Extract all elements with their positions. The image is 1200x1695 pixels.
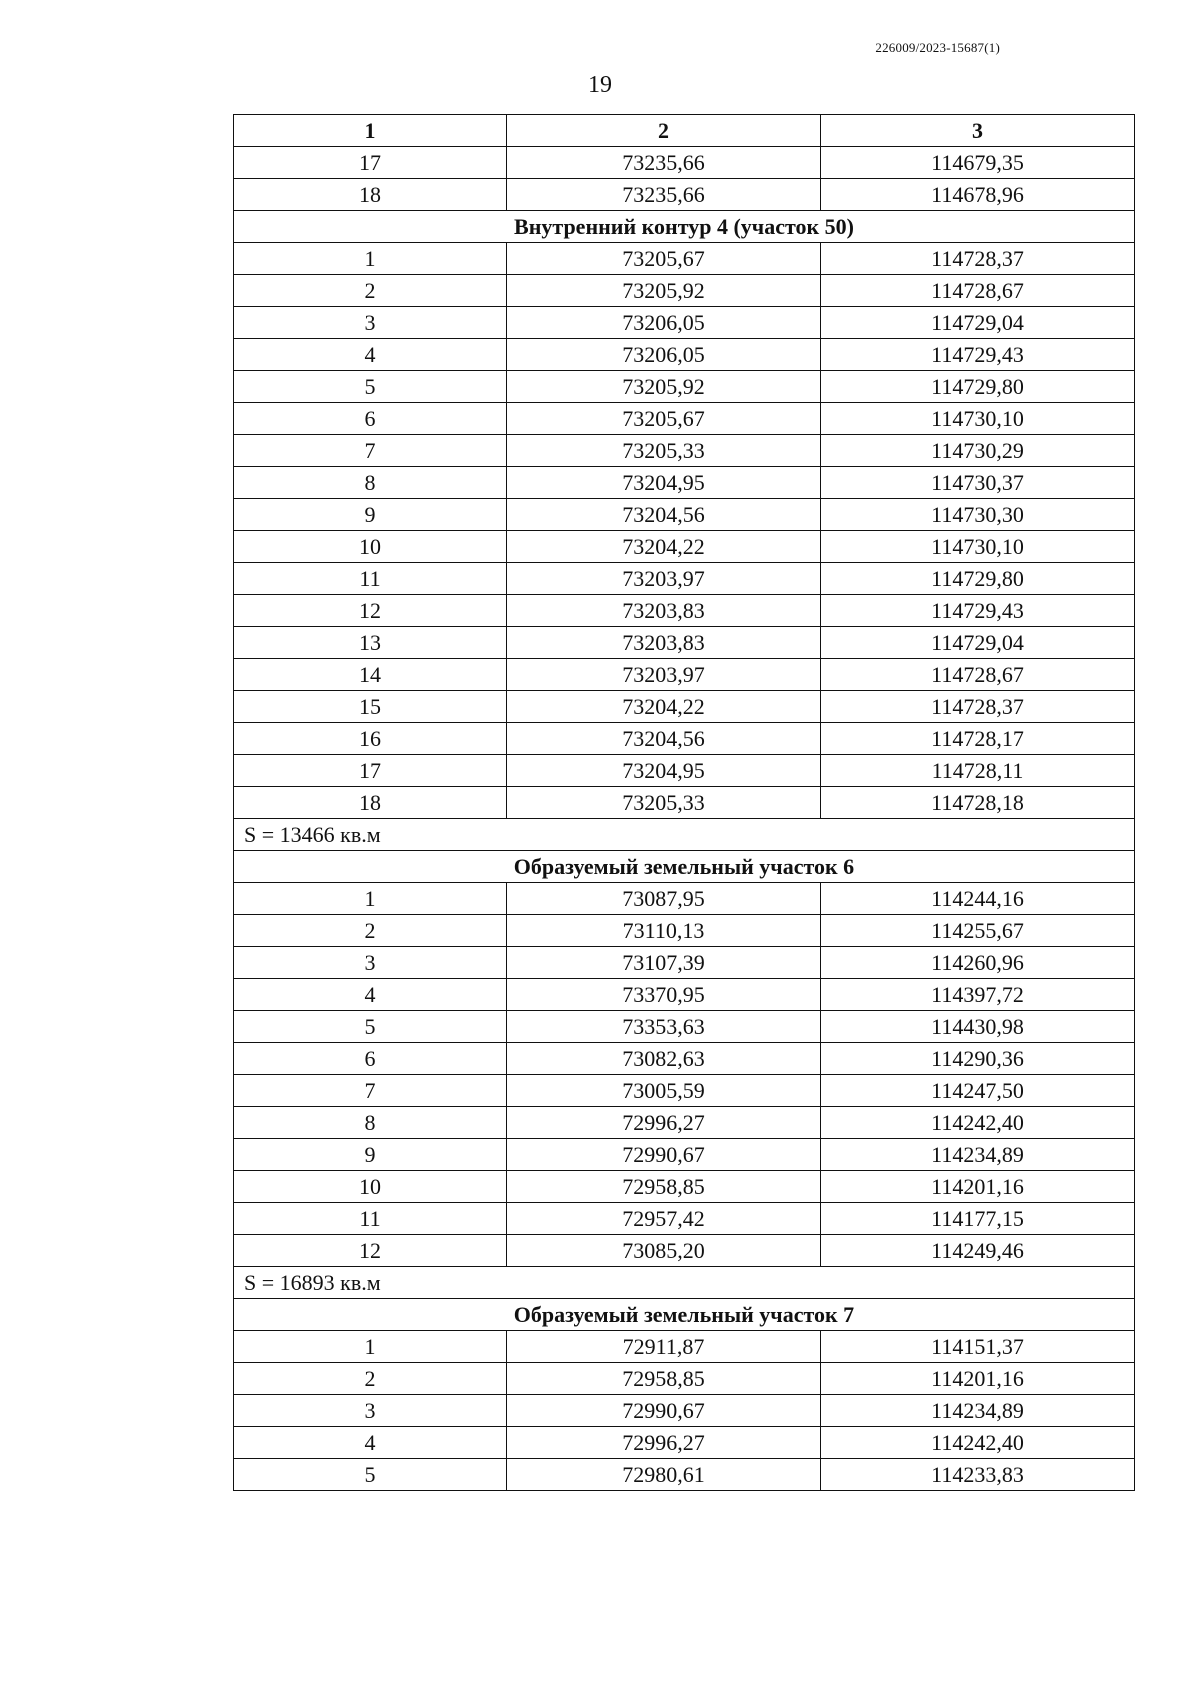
table-row [234,1363,1135,1395]
table-row [234,979,1135,1011]
table-row [234,147,1135,179]
cell-point-number: 3 [234,307,507,339]
cell-x-coordinate: 73370,95 [507,979,821,1011]
cell-x-coordinate: 73203,83 [507,627,821,659]
cell-y-coordinate: 114729,43 [821,339,1135,371]
cell-x-coordinate: 73204,56 [507,499,821,531]
table-row [234,659,1135,691]
cell-point-number: 4 [234,339,507,371]
cell-point-number: 18 [234,179,507,211]
cell-x-coordinate: 73204,95 [507,755,821,787]
table-row [234,403,1135,435]
cell-y-coordinate: 114730,30 [821,499,1135,531]
area-row [234,1267,1135,1299]
cell-x-coordinate: 73205,33 [507,435,821,467]
cell-point-number: 18 [234,787,507,819]
cell-x-coordinate: 73206,05 [507,339,821,371]
cell-y-coordinate: 114729,04 [821,627,1135,659]
table-row [234,1139,1135,1171]
column-header-point-number: 1 [234,115,507,147]
cell-y-coordinate: 114151,37 [821,1331,1135,1363]
table-header-row [234,115,1135,147]
table-row [234,275,1135,307]
cell-x-coordinate: 72990,67 [507,1139,821,1171]
table-row [234,627,1135,659]
cell-y-coordinate: 114242,40 [821,1107,1135,1139]
table-row [234,787,1135,819]
cell-y-coordinate: 114728,67 [821,659,1135,691]
cell-point-number: 7 [234,1075,507,1107]
column-header-y: 3 [821,115,1135,147]
section-heading-row [234,211,1135,243]
cell-y-coordinate: 114728,37 [821,691,1135,723]
table-row [234,563,1135,595]
cell-point-number: 2 [234,1363,507,1395]
table-row [234,467,1135,499]
cell-point-number: 3 [234,947,507,979]
table-row [234,371,1135,403]
table-row [234,1203,1135,1235]
cell-x-coordinate: 73204,22 [507,531,821,563]
cell-y-coordinate: 114290,36 [821,1043,1135,1075]
cell-point-number: 17 [234,147,507,179]
cell-point-number: 3 [234,1395,507,1427]
cell-x-coordinate: 72958,85 [507,1363,821,1395]
table-row [234,243,1135,275]
table-row [234,1395,1135,1427]
table-row [234,1459,1135,1491]
cell-x-coordinate: 73110,13 [507,915,821,947]
cell-point-number: 9 [234,499,507,531]
table-row [234,531,1135,563]
table-row [234,723,1135,755]
table-row [234,755,1135,787]
cell-x-coordinate: 73203,97 [507,659,821,691]
table-row [234,691,1135,723]
cell-y-coordinate: 114730,29 [821,435,1135,467]
page-number: 19 [588,72,612,98]
cell-y-coordinate: 114678,96 [821,179,1135,211]
section-heading-row [234,851,1135,883]
cell-x-coordinate: 73205,67 [507,403,821,435]
cell-x-coordinate: 73206,05 [507,307,821,339]
cell-x-coordinate: 73205,33 [507,787,821,819]
cell-x-coordinate: 73205,92 [507,371,821,403]
cell-x-coordinate: 72911,87 [507,1331,821,1363]
cell-x-coordinate: 72996,27 [507,1427,821,1459]
cell-y-coordinate: 114234,89 [821,1395,1135,1427]
cell-point-number: 11 [234,563,507,595]
cell-x-coordinate: 72957,42 [507,1203,821,1235]
cell-x-coordinate: 73085,20 [507,1235,821,1267]
cell-x-coordinate: 73203,97 [507,563,821,595]
cell-point-number: 1 [234,1331,507,1363]
cell-x-coordinate: 73087,95 [507,883,821,915]
cell-point-number: 1 [234,243,507,275]
area-value: S = 13466 кв.м [234,819,1135,851]
table-row [234,435,1135,467]
area-value: S = 16893 кв.м [234,1267,1135,1299]
cell-y-coordinate: 114730,10 [821,531,1135,563]
cell-y-coordinate: 114234,89 [821,1139,1135,1171]
cell-y-coordinate: 114729,43 [821,595,1135,627]
cell-point-number: 5 [234,371,507,403]
cell-y-coordinate: 114728,67 [821,275,1135,307]
cell-y-coordinate: 114201,16 [821,1363,1135,1395]
section-heading-row [234,1299,1135,1331]
table-row [234,1427,1135,1459]
section-heading: Образуемый земельный участок 6 [234,851,1135,883]
cell-x-coordinate: 73082,63 [507,1043,821,1075]
cell-point-number: 8 [234,467,507,499]
table-row [234,883,1135,915]
cell-point-number: 4 [234,979,507,1011]
cell-x-coordinate: 73005,59 [507,1075,821,1107]
cell-point-number: 10 [234,1171,507,1203]
coordinates-table [233,114,1135,1491]
cell-point-number: 2 [234,915,507,947]
table-row [234,1075,1135,1107]
table-row [234,947,1135,979]
cell-point-number: 16 [234,723,507,755]
cell-y-coordinate: 114201,16 [821,1171,1135,1203]
cell-y-coordinate: 114679,35 [821,147,1135,179]
cell-y-coordinate: 114233,83 [821,1459,1135,1491]
cell-x-coordinate: 73204,95 [507,467,821,499]
cell-x-coordinate: 73204,22 [507,691,821,723]
cell-point-number: 6 [234,403,507,435]
cell-y-coordinate: 114728,18 [821,787,1135,819]
cell-point-number: 1 [234,883,507,915]
cell-x-coordinate: 73235,66 [507,179,821,211]
cell-point-number: 6 [234,1043,507,1075]
cell-point-number: 12 [234,595,507,627]
cell-x-coordinate: 72996,27 [507,1107,821,1139]
table-row [234,595,1135,627]
cell-y-coordinate: 114249,46 [821,1235,1135,1267]
cell-y-coordinate: 114397,72 [821,979,1135,1011]
cell-y-coordinate: 114729,80 [821,371,1135,403]
cell-y-coordinate: 114730,10 [821,403,1135,435]
cell-y-coordinate: 114729,80 [821,563,1135,595]
cell-point-number: 7 [234,435,507,467]
table-row [234,339,1135,371]
section-heading: Образуемый земельный участок 7 [234,1299,1135,1331]
cell-x-coordinate: 73353,63 [507,1011,821,1043]
cell-y-coordinate: 114728,11 [821,755,1135,787]
cell-y-coordinate: 114244,16 [821,883,1135,915]
cell-y-coordinate: 114255,67 [821,915,1135,947]
cell-point-number: 17 [234,755,507,787]
cell-point-number: 2 [234,275,507,307]
cell-x-coordinate: 73203,83 [507,595,821,627]
table-row [234,1235,1135,1267]
table-row [234,915,1135,947]
cell-point-number: 5 [234,1011,507,1043]
cell-point-number: 13 [234,627,507,659]
cell-x-coordinate: 72980,61 [507,1459,821,1491]
cell-point-number: 5 [234,1459,507,1491]
cell-x-coordinate: 72958,85 [507,1171,821,1203]
cell-point-number: 14 [234,659,507,691]
table-row [234,1043,1135,1075]
cell-y-coordinate: 114728,37 [821,243,1135,275]
coordinates-table-body [234,115,1135,1491]
cell-point-number: 8 [234,1107,507,1139]
cell-y-coordinate: 114729,04 [821,307,1135,339]
cell-y-coordinate: 114177,15 [821,1203,1135,1235]
cell-x-coordinate: 73205,92 [507,275,821,307]
section-heading: Внутренний контур 4 (участок 50) [234,211,1135,243]
cell-y-coordinate: 114730,37 [821,467,1135,499]
cell-x-coordinate: 73235,66 [507,147,821,179]
cell-point-number: 11 [234,1203,507,1235]
column-header-x: 2 [507,115,821,147]
cell-x-coordinate: 73205,67 [507,243,821,275]
cell-x-coordinate: 73204,56 [507,723,821,755]
cell-y-coordinate: 114242,40 [821,1427,1135,1459]
cell-y-coordinate: 114260,96 [821,947,1135,979]
table-row [234,179,1135,211]
cell-point-number: 10 [234,531,507,563]
cell-y-coordinate: 114247,50 [821,1075,1135,1107]
area-row [234,819,1135,851]
table-row [234,1171,1135,1203]
table-row [234,1011,1135,1043]
cell-x-coordinate: 72990,67 [507,1395,821,1427]
cell-point-number: 15 [234,691,507,723]
table-row [234,1331,1135,1363]
cell-point-number: 12 [234,1235,507,1267]
cell-x-coordinate: 73107,39 [507,947,821,979]
table-row [234,1107,1135,1139]
cell-point-number: 4 [234,1427,507,1459]
table-row [234,499,1135,531]
table-row [234,307,1135,339]
document-reference-number: 226009/2023-15687(1) [875,40,1000,55]
cell-point-number: 9 [234,1139,507,1171]
cell-y-coordinate: 114430,98 [821,1011,1135,1043]
cell-y-coordinate: 114728,17 [821,723,1135,755]
